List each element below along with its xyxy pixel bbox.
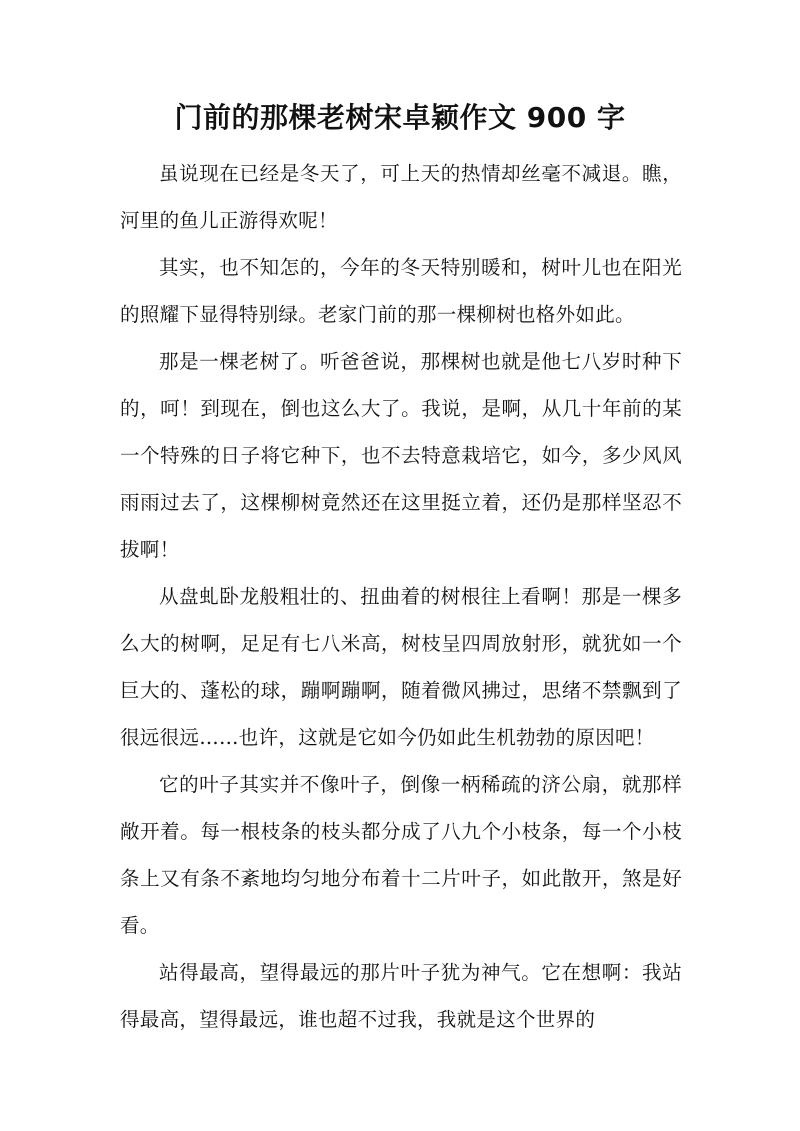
paragraph-4: 从盘虬卧龙般粗壮的、扭曲着的树根往上看啊！那是一棵多么大的树啊，足足有七八米高，树枝呈四周放射形，就犹如一个巨大的、蓬松的球，蹦啊蹦啊，随着微风拂过，思绪不禁飘到了很远很远……也许，这就是它如今仍如此生机勃勃的原因吧！	[120, 585, 682, 749]
document-title: 门前的那棵老树宋卓颖作文 900 字	[174, 101, 626, 134]
paragraph-1: 虽说现在已经是冬天了，可上天的热情却丝毫不减退。瞧，河里的鱼儿正游得欢呢！	[120, 162, 682, 232]
document-body	[120, 150, 682, 1043]
paragraph-5: 它的叶子其实并不像叶子，倒像一柄稀疏的济公扇，就那样敞开着。每一根枝条的枝头都分成了八九个小枝条，每一个小枝条上又有条不紊地均匀地分布着十二片叶子，如此散开，煞是好看。	[120, 773, 682, 937]
paragraph-6: 站得最高，望得最远的那片叶子犹为神气。它在想啊：我站得最高，望得最远，谁也超不过我，我就是这个世界的	[120, 961, 682, 1031]
paragraph-2: 其实，也不知怎的，今年的冬天特别暖和，树叶儿也在阳光的照耀下显得特别绿。老家门前的那一棵柳树也格外如此。	[120, 256, 682, 326]
paragraph-3: 那是一棵老树了。听爸爸说，那棵树也就是他七八岁时种下的，呵！到现在，倒也这么大了。我说，是啊，从几十年前的某一个特殊的日子将它种下，也不去特意栽培它，如今，多少风风雨雨过去了，这棵柳树竟然还在这里挺立着，还仍是那样坚忍不拔啊！	[120, 350, 682, 561]
